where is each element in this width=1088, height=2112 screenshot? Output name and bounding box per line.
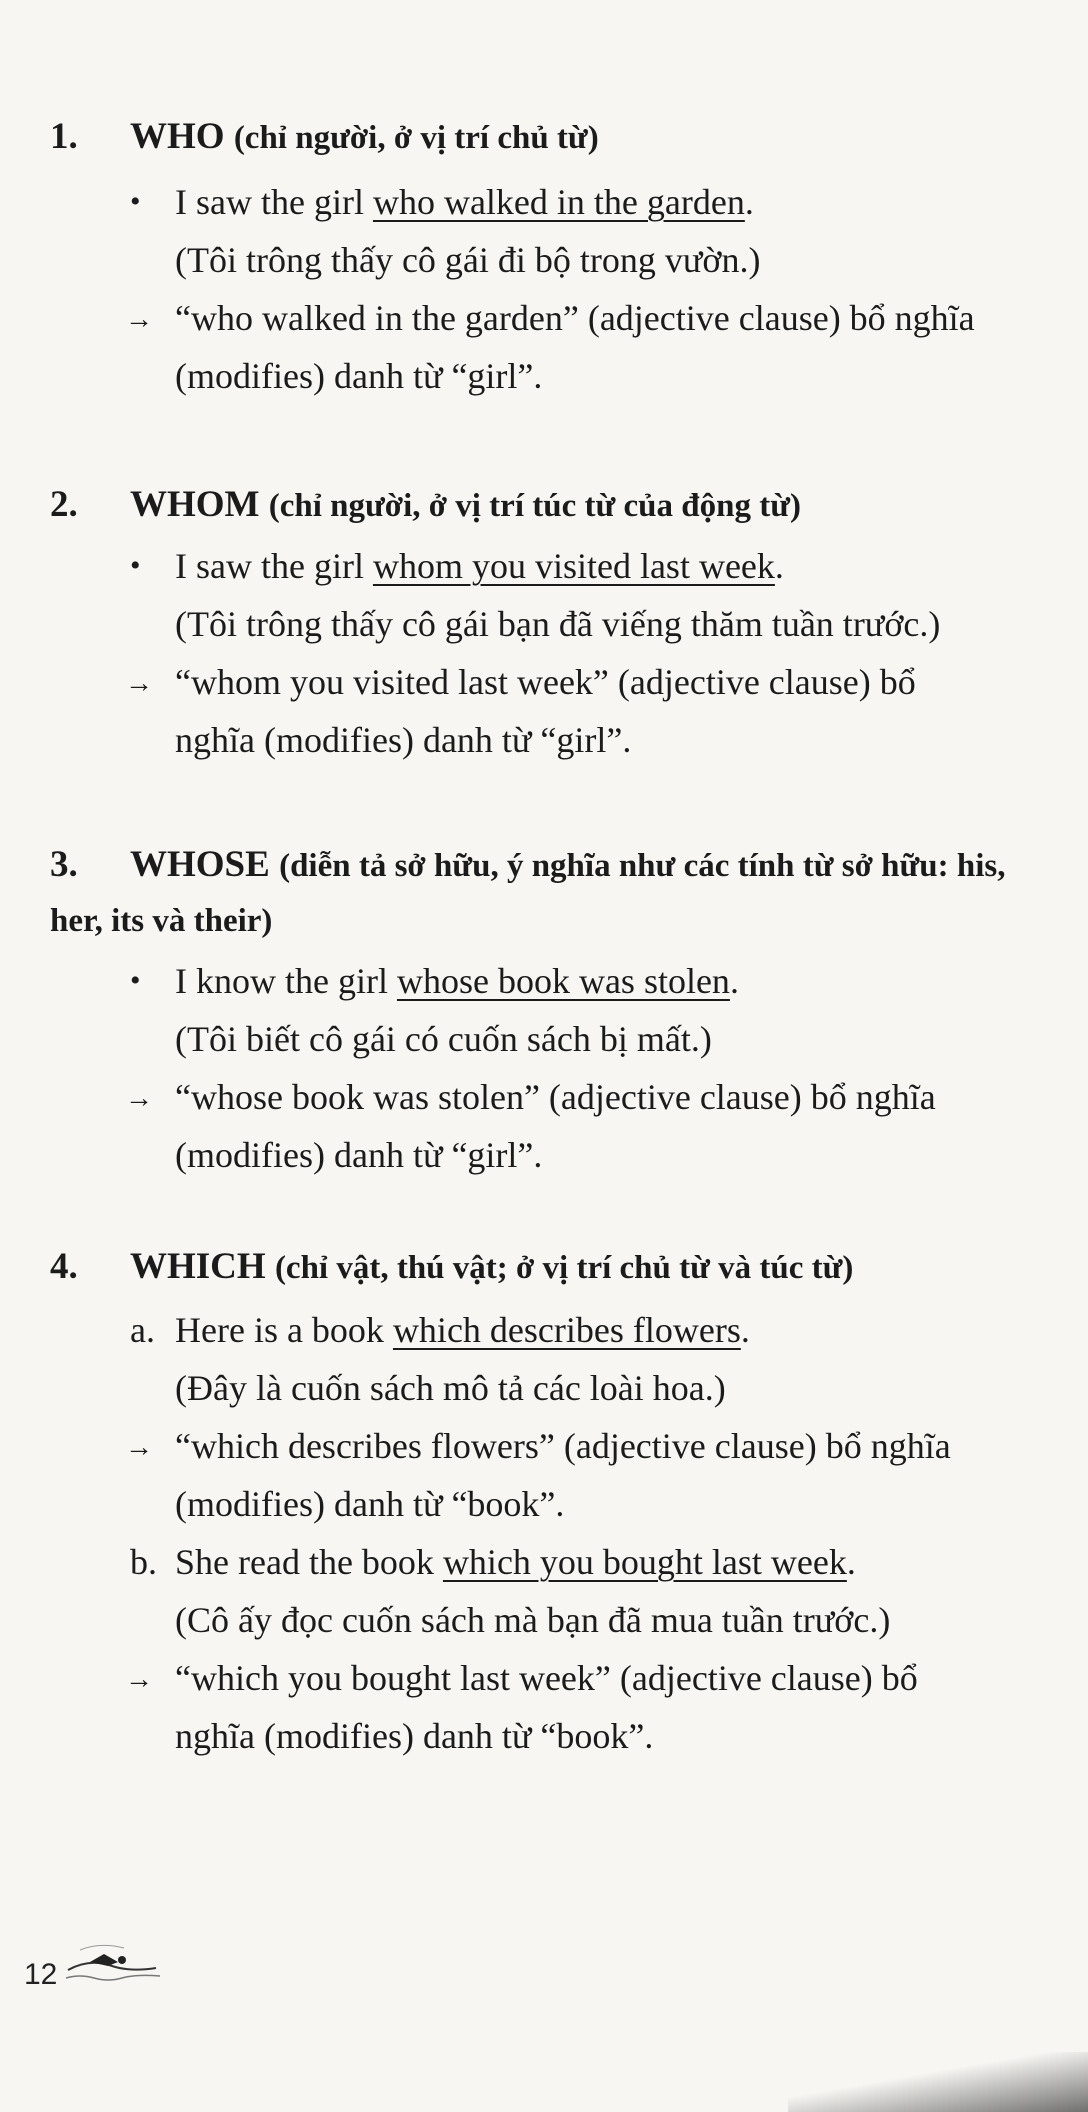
heading-description: (diễn tả sở hữu, ý nghĩa như các tính từ sở hữu: his, [279, 848, 1006, 884]
example-period: . [740, 1310, 750, 1350]
example-sentence-a [50, 1301, 1050, 1359]
bullet-icon: • [130, 549, 141, 582]
example-text: Here is a book [175, 1310, 393, 1350]
explanation-line-1: “whom you visited last week” (adjective clause) bổ [175, 662, 916, 702]
item-letter: a. [130, 1310, 155, 1350]
section-number: 2. [50, 484, 78, 525]
translation: (Đây là cuốn sách mô tả các loài hoa.) [175, 1368, 726, 1408]
relative-clause: which describes flowers [392, 1310, 741, 1350]
heading-keyword: WHICH [130, 1246, 266, 1287]
section-heading [50, 110, 1050, 165]
heading-description: (chỉ người, ở vị trí chủ từ) [233, 120, 599, 156]
translation: (Cô ấy đọc cuốn sách mà bạn đã mua tuần trước.) [175, 1600, 891, 1640]
translation: (Tôi trông thấy cô gái bạn đã viếng thăm tuần trước.) [175, 604, 941, 644]
arrow-icon: → [125, 668, 153, 699]
heading-keyword: WHOSE [130, 844, 270, 885]
arrow-icon: → [125, 1083, 153, 1114]
section-number: 3. [50, 844, 78, 885]
explanation-line-2: nghĩa (modifies) danh từ “book”. [175, 1716, 654, 1756]
page-number: 12 [24, 1958, 58, 1991]
explanation [50, 289, 1050, 347]
bullet-icon: • [130, 185, 141, 218]
section-whom [50, 478, 1050, 769]
example-text: I saw the girl [175, 182, 373, 222]
section-which [50, 1240, 1050, 1765]
explanation-line-1: “which you bought last week” (adjective clause) bổ [175, 1658, 918, 1698]
example-sentence-b [50, 1533, 1050, 1591]
relative-clause: whose book was stolen [396, 961, 730, 1001]
relative-clause: who walked in the garden [372, 182, 745, 222]
explanation-line-2: (modifies) danh từ “girl”. [175, 1135, 543, 1175]
heading-description: (chỉ người, ở vị trí túc từ của động từ) [268, 488, 802, 524]
example-period: . [729, 961, 739, 1001]
explanation-line-2: nghĩa (modifies) danh từ “girl”. [175, 720, 632, 760]
explanation [50, 1417, 1050, 1475]
arrow-icon: → [125, 1664, 153, 1695]
heading-description-cont: her, its và their) [50, 903, 273, 939]
example-sentence [50, 537, 1050, 595]
heading-continuation [0, 893, 1050, 948]
explanation-line-1: “who walked in the garden” (adjective clause) bổ nghĩa [175, 298, 975, 338]
section-who [50, 110, 1050, 405]
example-text: I saw the girl [175, 546, 373, 586]
explanation [50, 1068, 1050, 1126]
item-letter: b. [130, 1542, 157, 1582]
translation: (Tôi biết cô gái có cuốn sách bị mất.) [175, 1019, 712, 1059]
example-period: . [846, 1542, 856, 1582]
arrow-icon: → [125, 1432, 153, 1463]
section-heading [50, 838, 1050, 893]
page-edge-shadow [788, 2052, 1088, 2112]
explanation-line-1: “whose book was stolen” (adjective clause) bổ nghĩa [175, 1077, 936, 1117]
bullet-icon: • [130, 964, 141, 997]
section-whose [50, 838, 1050, 1184]
section-heading [50, 1240, 1050, 1295]
explanation-line-2: (modifies) danh từ “girl”. [175, 356, 543, 396]
example-period: . [774, 546, 784, 586]
example-sentence [50, 173, 1050, 231]
explanation [50, 1649, 1050, 1707]
example-text: She read the book [175, 1542, 443, 1582]
swimmer-ornament-icon [60, 1940, 170, 1990]
arrow-icon: → [125, 304, 153, 335]
section-heading [50, 478, 1050, 533]
explanation-line-2: (modifies) danh từ “book”. [175, 1484, 565, 1524]
heading-description: (chỉ vật, thú vật; ở vị trí chủ từ và túc từ) [274, 1250, 854, 1286]
heading-keyword: WHOM [130, 484, 260, 525]
translation: (Tôi trông thấy cô gái đi bộ trong vườn.) [175, 240, 761, 280]
heading-keyword: WHO [130, 116, 225, 157]
section-number: 4. [50, 1246, 78, 1287]
relative-clause: whom you visited last week [372, 546, 775, 586]
section-number: 1. [50, 116, 78, 157]
example-period: . [744, 182, 754, 222]
explanation [50, 653, 1050, 711]
relative-clause: which you bought last week [442, 1542, 847, 1582]
example-sentence [50, 952, 1050, 1010]
example-text: I know the girl [175, 961, 397, 1001]
explanation-line-1: “which describes flowers” (adjective clause) bổ nghĩa [175, 1426, 951, 1466]
